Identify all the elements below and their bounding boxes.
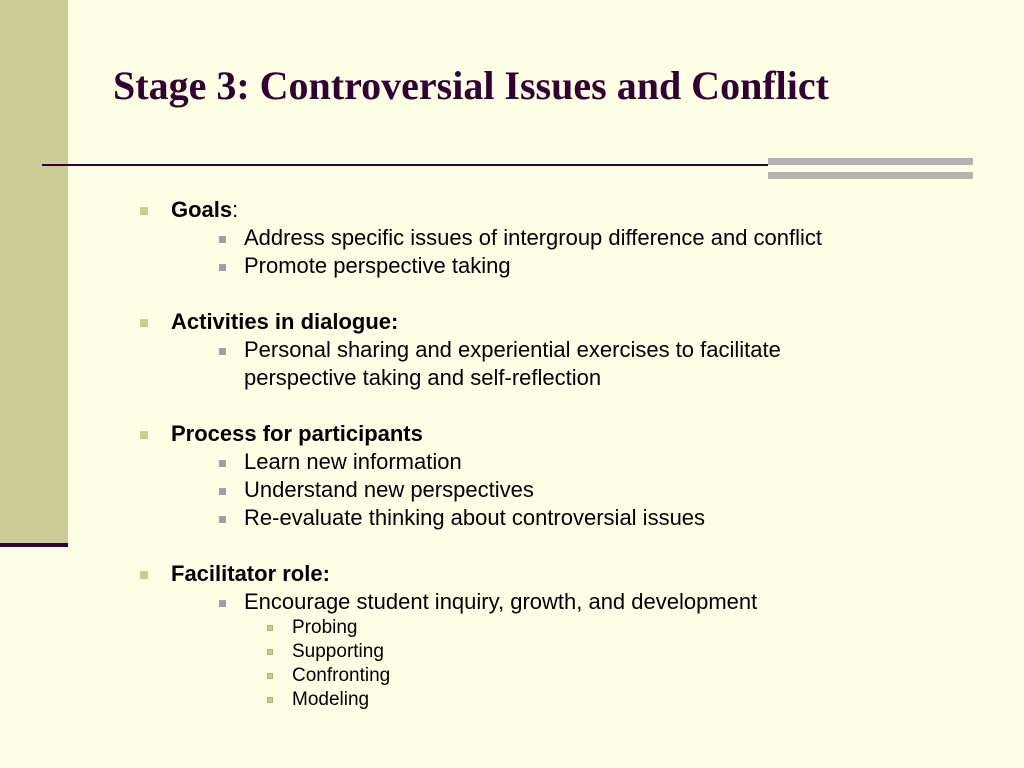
square-bullet-icon (140, 571, 148, 579)
square-bullet-icon (219, 460, 226, 467)
left-accent-bar (0, 0, 68, 545)
square-bullet-icon (140, 319, 148, 327)
sub-list-item: Modeling (267, 688, 1000, 712)
section-heading: Goals (171, 197, 233, 222)
list-item: Understand new perspectives (216, 476, 1000, 504)
title-underline (42, 164, 810, 166)
list-item: Promote perspective taking (216, 252, 1000, 280)
section-activities (140, 308, 1000, 392)
square-bullet-icon (267, 697, 273, 703)
left-accent-line (0, 543, 68, 547)
square-bullet-icon (267, 673, 273, 679)
sub-list-item: Supporting (267, 640, 1000, 664)
sub-list-item: Probing (267, 616, 1000, 640)
section-process (140, 420, 1000, 532)
list-item: Encourage student inquiry, growth, and development Probing Supporting Confronting Modeling (216, 588, 1000, 712)
square-bullet-icon (219, 516, 226, 523)
sub-list-item: Confronting (267, 664, 1000, 688)
square-bullet-icon (219, 600, 226, 607)
list-item: Learn new information (216, 448, 1000, 476)
slide-body (140, 196, 1000, 712)
slide-title: Stage 3: Controversial Issues and Conflict (113, 63, 829, 108)
list-item: Re-evaluate thinking about controversial issues (216, 504, 1000, 532)
square-bullet-icon (140, 431, 148, 439)
section-heading: Process for participants (171, 421, 423, 446)
list-item: Personal sharing and experiential exercises to facilitate perspective taking and self-reflection (216, 336, 884, 392)
decorative-gray-bars (768, 158, 973, 179)
bullet-list (140, 196, 1000, 712)
section-facilitator (140, 560, 1000, 712)
square-bullet-icon (219, 264, 226, 271)
square-bullet-icon (219, 236, 226, 243)
square-bullet-icon (219, 348, 226, 355)
square-bullet-icon (140, 207, 148, 215)
square-bullet-icon (267, 649, 273, 655)
list-item: Address specific issues of intergroup difference and conflict (216, 224, 1000, 252)
square-bullet-icon (219, 488, 226, 495)
section-heading: Activities in dialogue: (171, 309, 399, 334)
section-goals: Goals: Address specific issues of intergroup difference and conflict Promote perspective taking (140, 196, 1000, 280)
square-bullet-icon (267, 625, 273, 631)
section-heading: Facilitator role: (171, 561, 330, 586)
